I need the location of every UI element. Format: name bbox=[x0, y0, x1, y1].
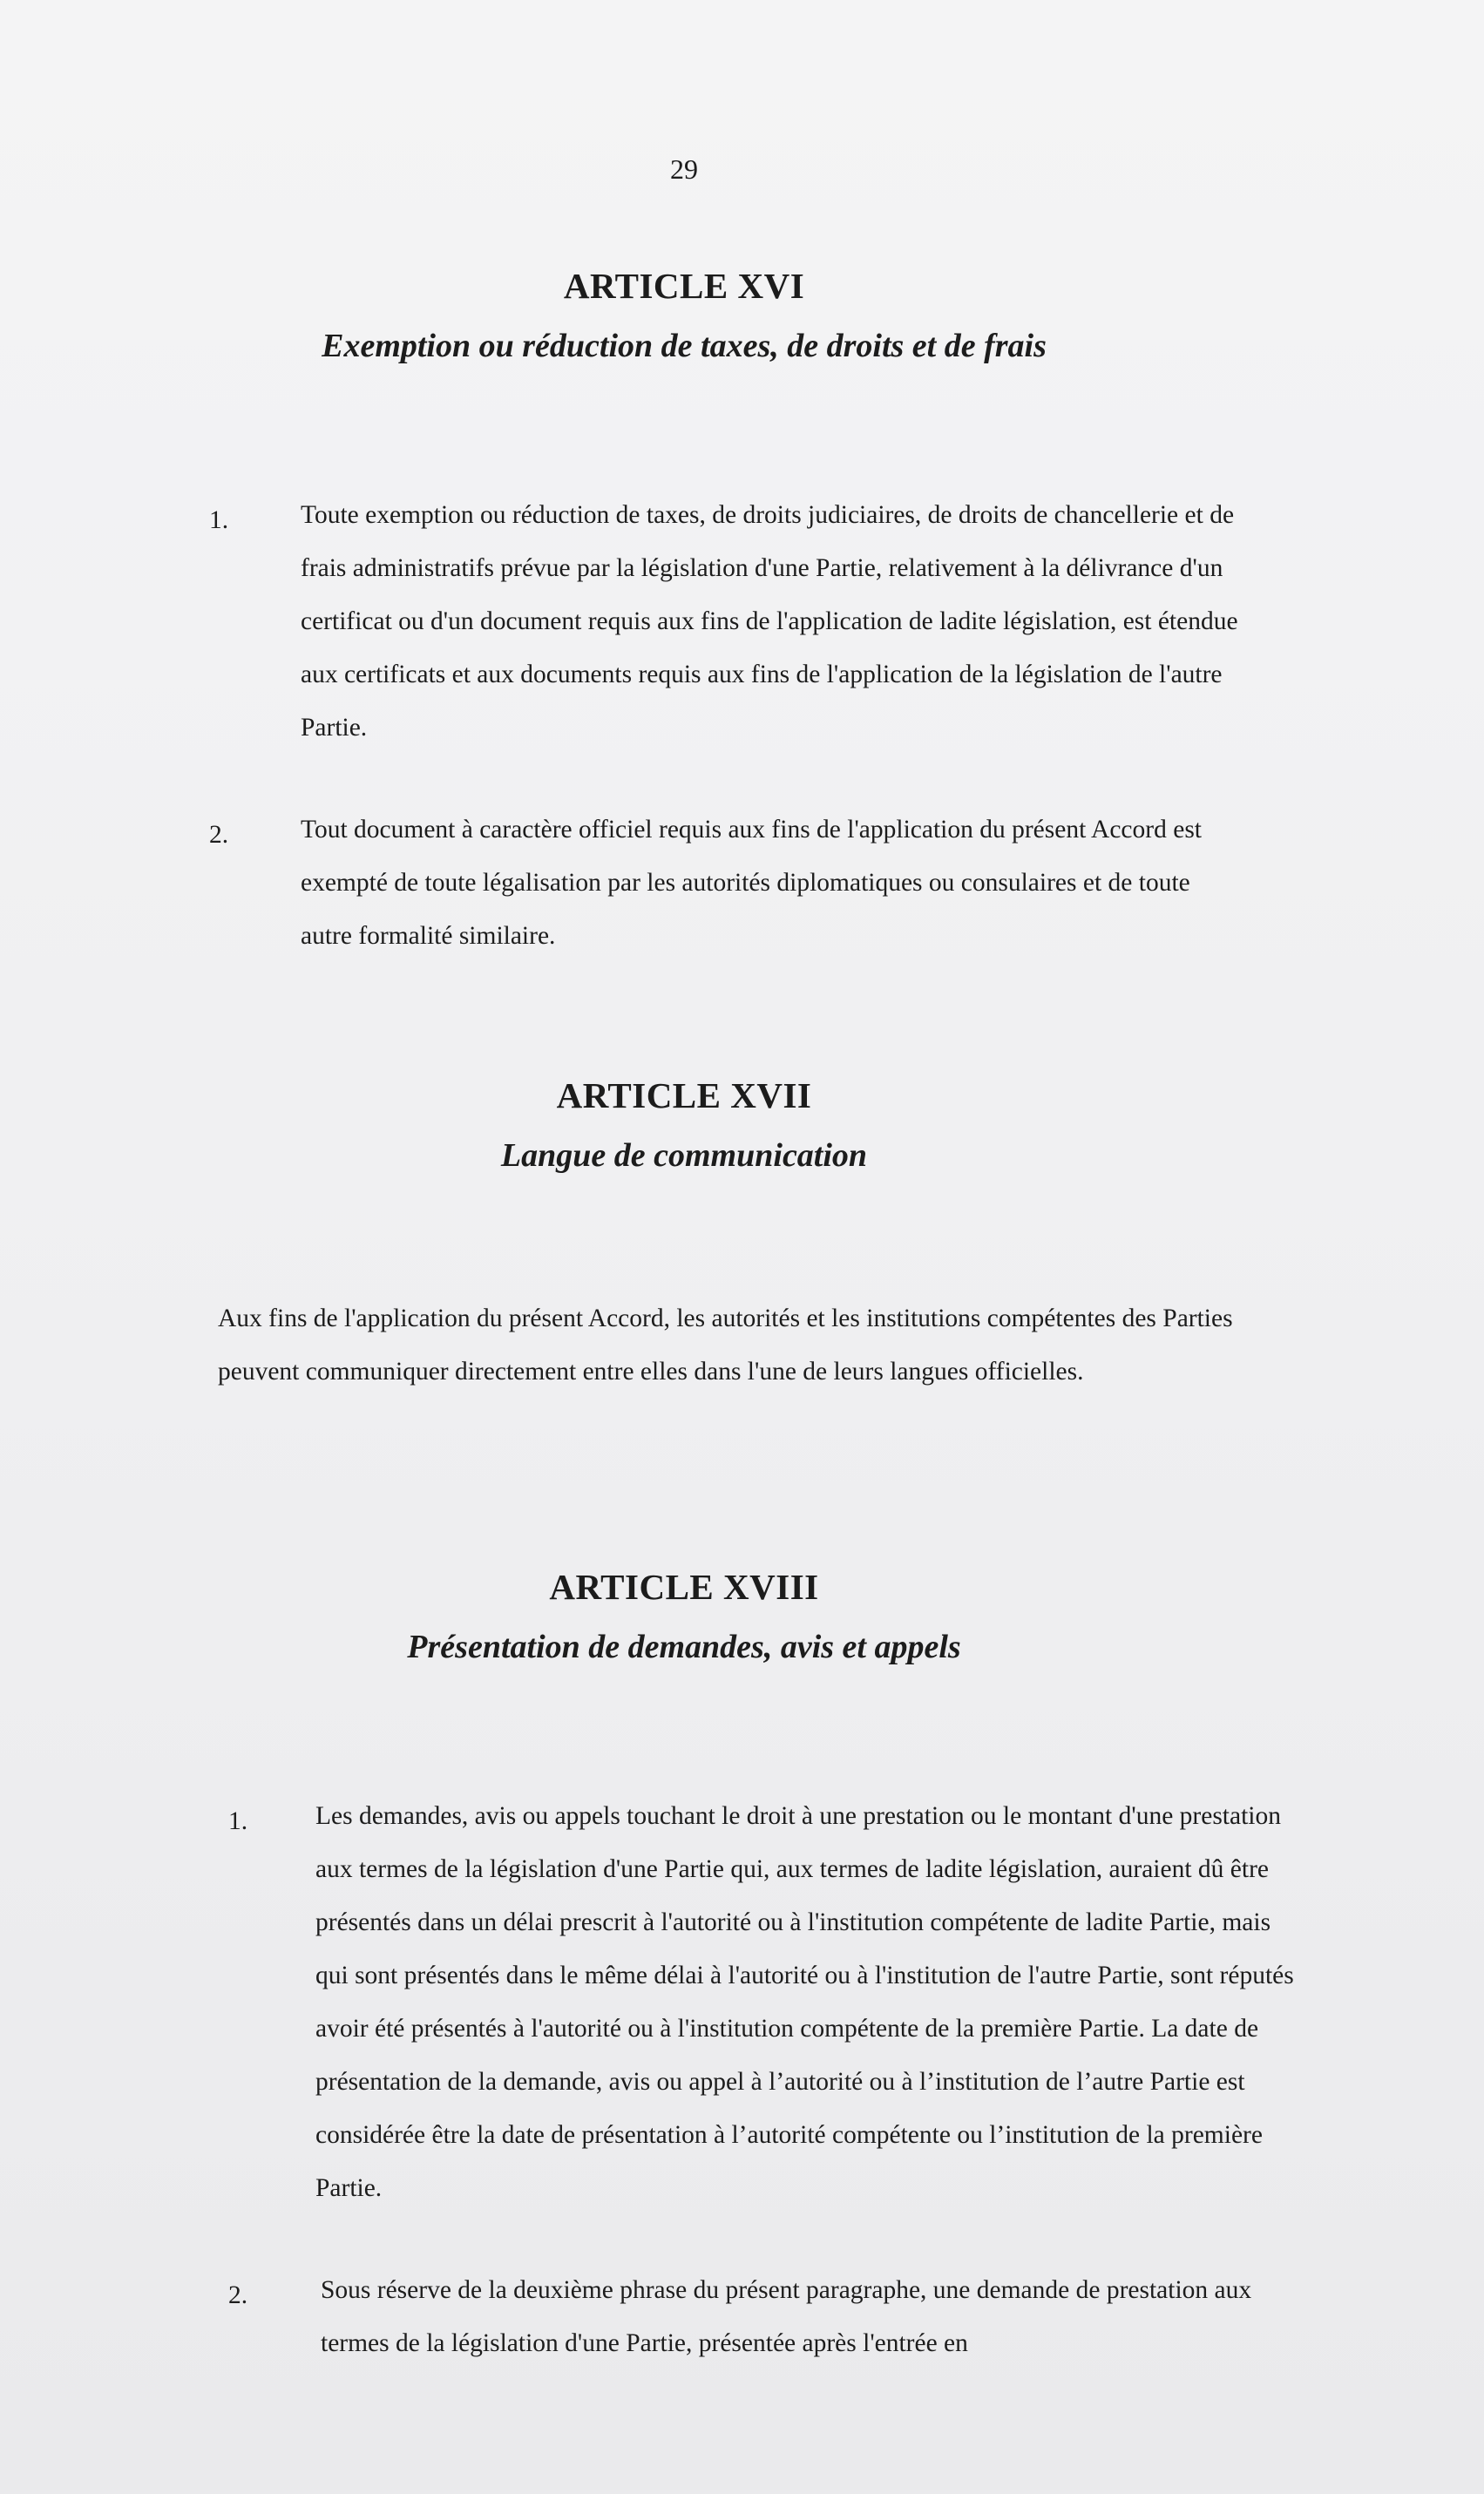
article-18-title: ARTICLE XVIII bbox=[549, 1567, 819, 1607]
article-16-item-2-text: Tout document à caractère officiel requis aux fins de l'application du présent Accord est exempté de toute légalisation par les autorités diplomatiques ou consulaires et de toute autre formalité similaire. bbox=[301, 816, 1202, 950]
article-18-subtitle: Présentation de demandes, avis et appels bbox=[407, 1629, 961, 1665]
page-number: 29 bbox=[670, 153, 698, 185]
article-17-subtitle: Langue de communication bbox=[500, 1137, 868, 1174]
article-18-item-1-text: Les demandes, avis ou appels touchant le droit à une prestation ou le montant d'une prestation aux termes de la législation d'une Partie qui, aux termes de ladite législation, auraient dû être présentés dans un délai prescrit à l'autorité ou à l'institution compétente de ladite Partie, mais qui sont présentés dans le même délai à l'autorité ou à l'institution de l'autre Partie, sont réputés avoir été présentés à l'autorité ou à l'institution compétente de la première Partie. La date de présentation de la demande, avis ou appel à l’autorité ou à l’institution de l’autre Partie est considérée être la date de présentation à l’autorité compétente ou l’institution de la première Partie. bbox=[315, 1802, 1294, 2202]
article-18-item-2-number: 2. bbox=[228, 2281, 248, 2309]
article-16-item-2-number: 2. bbox=[209, 821, 229, 849]
article-17-text: Aux fins de l'application du présent Accord, les autorités et les institutions compétentes des Parties peuvent communiquer directement entre elles dans l'une de leurs langues officielles. bbox=[218, 1305, 1233, 1386]
article-16-item-1-number: 1. bbox=[209, 506, 229, 534]
article-16-item-1-text: Toute exemption ou réduction de taxes, de droits judiciaires, de droits de chancellerie et de frais administratifs prévue par la législation d'une Partie, relativement à la délivrance d'un certificat ou d'un document requis aux fins de l'application de ladite législation, est étendue aux certificats et aux documents requis aux fins de l'application de la législation de l'autre Partie. bbox=[301, 501, 1238, 742]
article-17-title: ARTICLE XVII bbox=[556, 1075, 812, 1115]
article-18-item-2-text: Sous réserve de la deuxième phrase du présent paragraphe, une demande de prestation aux termes de la législation d'une Partie, présentée après l'entrée en bbox=[321, 2276, 1252, 2357]
article-18-item-1-number: 1. bbox=[228, 1807, 248, 1835]
article-16-subtitle: Exemption ou réduction de taxes, de droits et de frais bbox=[322, 328, 1047, 364]
article-16-title: ARTICLE XVI bbox=[563, 266, 805, 306]
